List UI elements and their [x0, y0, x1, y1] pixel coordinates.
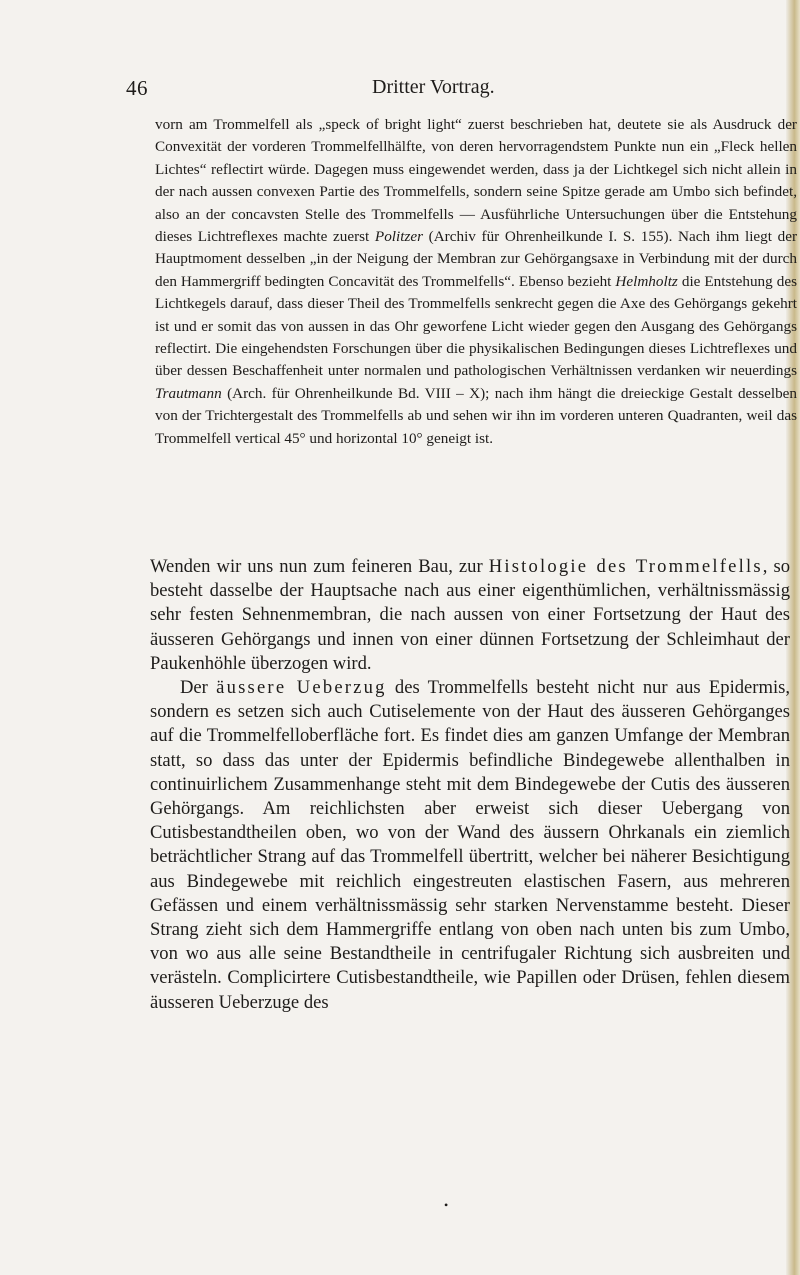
footer-mark: • [444, 1198, 449, 1212]
author-name-helmholtz: Helmholtz [615, 272, 678, 290]
small-print-paragraph [155, 114, 797, 450]
main-text [150, 555, 790, 1015]
author-name-politzer: Politzer [374, 228, 424, 246]
text-segment: Wenden wir uns nun zum feineren Bau, zur [150, 556, 489, 577]
page-number: 46 [126, 76, 148, 100]
small-text-segment: (Arch. für Ohrenheilkunde Bd. VIII – X); nach ihm hängt die dreieckige Gestalt desselben von der Trichtergestalt des Trommelfells ab und sehen wir ihn im vorderen unteren Quadranten, weil das Trommelfell vertical 45° und horizontal 10° geneigt ist. [155, 384, 797, 447]
small-text-segment: vorn am Trommelfell als „speck of bright light“ zuerst beschrieben hat, deutete sie als Ausdruck der Convexität der vorderen Trommelfellhälfte, von deren hervorragendstem Punkte nun ein „Fleck hellen Lichtes“ reflectirt würde. Dagegen muss eingewendet werden, dass ja der Lichtkegel sich nicht allein in der nach aussen convexen Partie des Trommelfells, sondern seine Spitze gerade am Umbo sich befindet, also an der concavsten Stelle des Trommelfells — Ausführliche Untersuchungen über die Entstehung dieses Lichtreflexes machte zuerst [155, 116, 797, 246]
text-segment: , so besteht dasselbe der Hauptsache nach aus einer eigenthümlichen, verhältnissmässig sehr festen Sehnenmembran, die nach aussen von einer Fortsetzung der Haut des äusseren Gehörgangs und innen von einer dünnen Fortsetzung der Schleimhaut der Paukenhöhle überzogen wird. [150, 556, 790, 674]
author-name-trautmann: Trautmann [155, 384, 222, 402]
small-text-segment: die Entstehung des Lichtkegels darauf, dass dieser Theil des Trommelfells senkrecht gegen die Axe des Gehörgangs gekehrt ist und er somit das von aussen in das Ohr geworfene Licht wieder gegen den Ausgang des Gehörgangs reflectirt. Die eingehendsten Forschungen über die physikalischen Bedingungen dieses Lichtreflexes und über dessen Beschaffenheit unter normalen und pathologischen Verhältnissen verdanken wir neuerdings [155, 272, 797, 380]
paragraph-histologie [150, 555, 790, 676]
emphasis-ueberzug: äussere Ueberzug [216, 677, 387, 699]
small-text-segment: (Archiv für Ohrenheilkunde I. S. 155). Nach ihm liegt der Hauptmoment desselben „in der Neigung der Membran zur Gehörgangsaxe in Verbindung mit der durch den Hammergriff bedingten Concavität des Trommelfells“. Ebenso bezieht [155, 228, 798, 290]
emphasis-histologie: Histologie des Trommelfells [488, 556, 763, 577]
running-title: Dritter Vortrag. [372, 76, 495, 98]
paragraph-ueberzug [150, 676, 790, 1015]
text-segment: des Trommelfells besteht nicht nur aus Epidermis, sondern es setzen sich auch Cutiselemente von der Haut des äusseren Gehörganges auf die Trommelfelloberfläche fort. Es findet dies am ganzen Umfange der Membran statt, so dass das unter der Epidermis befindliche Bindegewebe allenthalben in continuirlichem Zusammenhange steht mit dem Bindegewebe der Cutis des äusseren Gehörgangs. Am reichlichsten aber erweist sich dieser Uebergang von Cutisbestandtheilen oben, wo von der Wand des äussern Ohrkanals ein ziemlich beträchtlicher Strang auf das Trommelfell übertritt, welcher bei näherer Besichtigung aus Bindegewebe mit reichlich eingestreuten elastischen Fasern, aus mehreren Gefässen und einem verhältnissmässig sehr starken Nervenstamme besteht. Dieser Strang zieht sich dem Hammergriffe entlang von oben nach unten bis zum Umbo, von wo aus alle seine Bestandtheile in centrifugaler Richtung sich ausbreiten und verästeln. Complicirtere Cutisbestandtheile, wie Papillen oder Drüsen, fehlen diesem äusseren Ueberzuge des [150, 677, 791, 1013]
page-header [0, 76, 800, 104]
text-segment: Der [180, 677, 217, 699]
